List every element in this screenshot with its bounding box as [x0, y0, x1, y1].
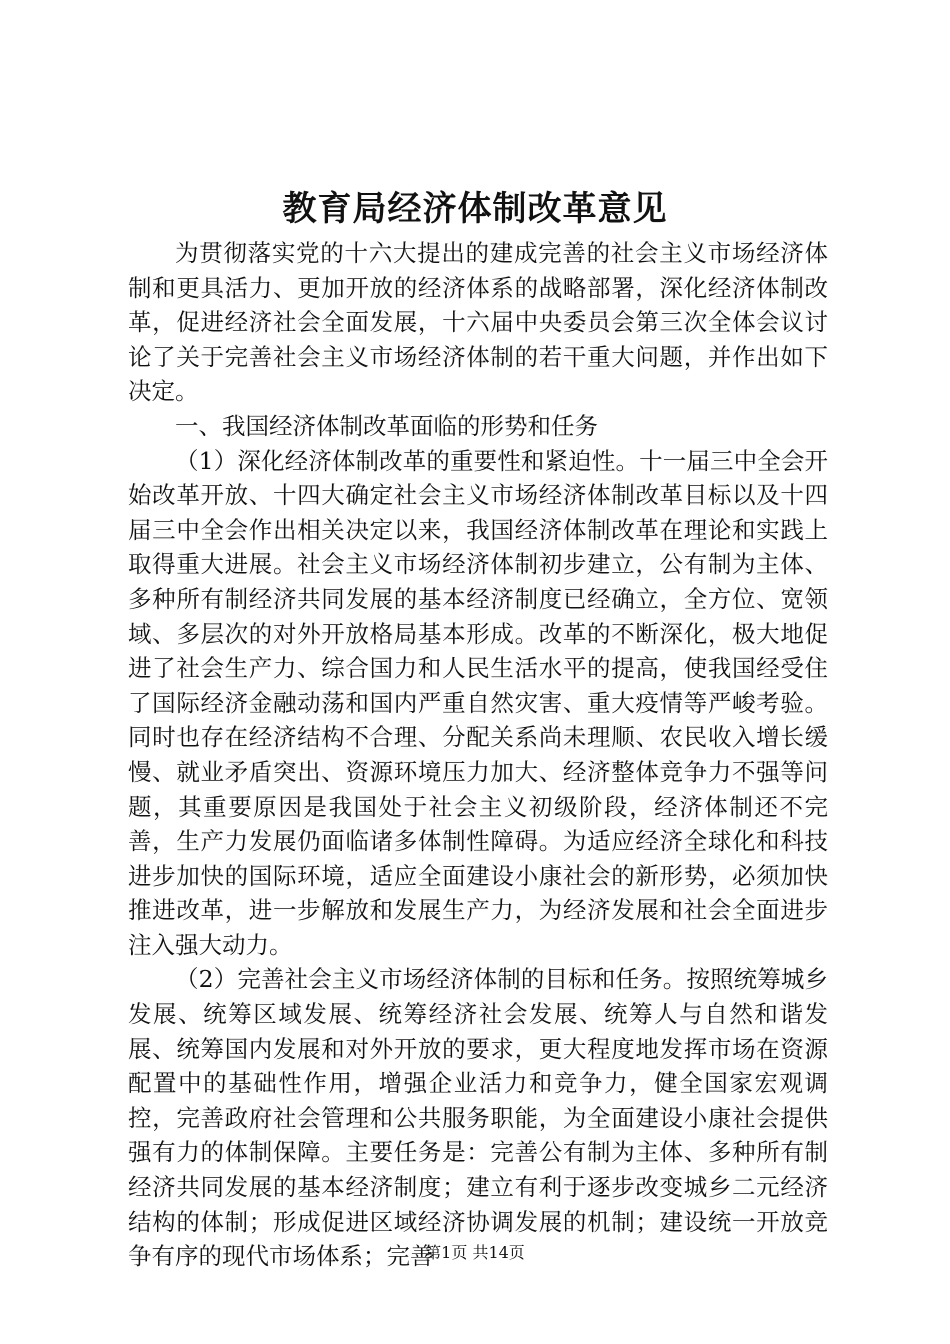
section-heading: 一、我国经济体制改革面临的形势和任务 [175, 411, 598, 440]
paragraph-intro: 为贯彻落实党的十六大提出的建成完善的社会主义市场经济体制和更具活力、更加开放的经济体系的战略部署，深化经济体制改革，促进经济社会全面发展，十六届中央委员会第三次全体会议讨论了关于完善社会主义市场经济体制的若干重大问题，并作出如下决定。 [128, 239, 828, 406]
page-number: 第1页 共14页 [425, 1243, 525, 1262]
paragraph-item-1: （1）深化经济体制改革的重要性和紧迫性。十一届三中全会开始改革开放、十四大确定社会主义市场经济体制改革目标以及十四届三中全会作出相关决定以来，我国经济体制改革在理论和实践上取得重大进展。社会主义市场经济体制初步建立，公有制为主体、多种所有制经济共同发展的基本经济制度已经确立，全方位、宽领域、多层次的对外开放格局基本形成。改革的不断深化，极大地促进了社会生产力、综合国力和人民生活水平的提高，使我国经受住了国际经济金融动荡和国内严重自然灾害、重大疫情等严峻考验。同时也存在经济结构不合理、分配关系尚未理顺、农民收入增长缓慢、就业矛盾突出、资源环境压力加大、经济整体竞争力不强等问题，其重要原因是我国处于社会主义初级阶段，经济体制还不完善，生产力发展仍面临诸多体制性障碍。为适应经济全球化和科技进步加快的国际环境，适应全面建设小康社会的新形势，必须加快推进改革，进一步解放和发展生产力，为经济发展和社会全面进步注入强大动力。 [128, 446, 828, 959]
paragraph-item-2: （2）完善社会主义市场经济体制的目标和任务。按照统筹城乡发展、统筹区域发展、统筹经济社会发展、统筹人与自然和谐发展、统筹国内发展和对外开放的要求，更大程度地发挥市场在资源配置中的基础性作用，增强企业活力和竞争力，健全国家宏观调控，完善政府社会管理和公共服务职能，为全面建设小康社会提供强有力的体制保障。主要任务是：完善公有制为主体、多种所有制经济共同发展的基本经济制度；建立有利于逐步改变城乡二元经济结构的体制；形成促进区域经济协调发展的机制；建设统一开放竞争有序的现代市场体系；完善 [128, 965, 828, 1271]
document-title: 教育局经济体制改革意见 [282, 189, 668, 229]
document-body [128, 236, 828, 1274]
